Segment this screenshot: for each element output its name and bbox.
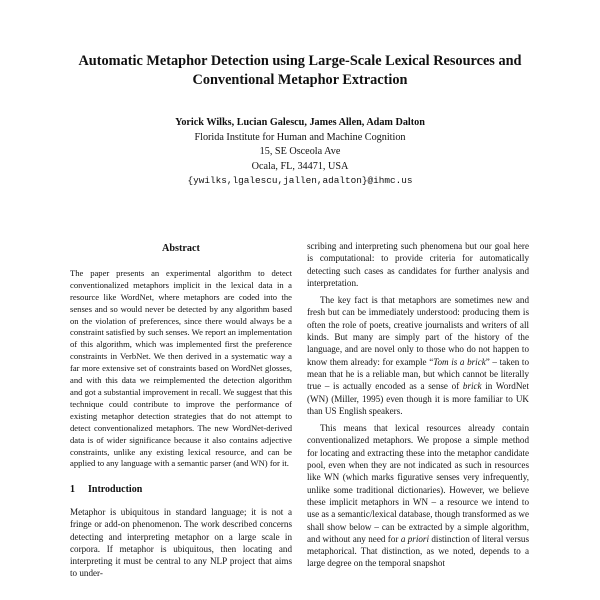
- introduction-paragraph: Metaphor is ubiquitous in standard language; it is not a fringe or add-on phenomenon. The work described concerns detecting and interpreting metaphor on a large scale in corpora. If metaphor is ubiquitous, then locating and interpreting it must be central to any NLP project that aims to under-: [70, 507, 292, 579]
- example-sentence: Tom is a brick: [433, 356, 486, 367]
- text-span: in WordNet (WN) (Miller, 1995) even though it is more familiar to UK than US English speakers.: [307, 381, 529, 416]
- left-column: [70, 243, 292, 579]
- continuation-paragraph: scribing and interpreting such phenomena but our goal here is computational: to provide criteria for automatically detecting such cases as candidates for further analysis and interpretation.: [307, 241, 529, 288]
- text-span: distinction of literal versus metaphorical. That distinction, as we noted, depends to a large degree on the temporal snapshot: [307, 533, 529, 569]
- section-title: Introduction: [88, 484, 143, 496]
- section-number: 1: [70, 484, 75, 496]
- key-fact-paragraph: [307, 294, 529, 417]
- latin-term: a priori: [400, 533, 429, 544]
- example-word: brick: [462, 381, 482, 392]
- right-column: [307, 240, 529, 570]
- abstract-heading: Abstract: [162, 243, 200, 254]
- paper-title: Automatic Metaphor Detection using Large-Scale Lexical Resources and Conventional Metaphor Extraction: [78, 53, 522, 88]
- author-emails: {ywilks,lgalescu,jallen,adalton}@ihmc.us: [187, 175, 413, 186]
- abstract-text: The paper presents an experimental algorithm to detect conventionalized metaphors implicit in the lexical data in a resource like WordNet, where metaphors are coded into the senses and so would never be detected by any algorithm based on the violation of preferences, since there would always be a constraint satisfied by such senses. We report an implementation of this algorithm, which was implemented first the preference constraints in VerbNet. We then derived in a systematic way a far more extensive set of constraints based on WordNet glosses, and with this data we reimplemented the detection algorithm and got a substantial improvement in recall. We suggest that this technique could contribute to improve the performance of existing metaphor detection strategies that do not attempt to detect conventionalized metaphors. The new WordNet-derived data is of wider significance because it also contains adjective constraints, unlike any existing lexical resource, and can be applied to any language with a semantic parser (and WN) for it.: [70, 267, 292, 469]
- lexical-resources-paragraph: [307, 422, 529, 570]
- text-span: The key fact is that metaphors are sometimes new and fresh but can be immediately understood: producing them is often the role of poets, creative journalists and writers of all kinds. But many are simply part of the history of the language, and are novel only to those who do not happen to know them already: for example “: [307, 295, 529, 367]
- author-names: Yorick Wilks, Lucian Galescu, James Allen, Adam Dalton: [175, 117, 425, 128]
- section-heading-introduction: [70, 484, 292, 496]
- address-line-1: 15, SE Osceola Ave: [259, 146, 341, 157]
- address-line-2: Ocala, FL, 34471, USA: [251, 160, 349, 172]
- author-block: [60, 116, 540, 189]
- text-span: This means that lexical resources already contain conventionalized metaphors. We propose a simple method for locating and extracting these into the metaphor candidate pool, even when they are not indicated as such in resources like WN (which marks figurative senses very infrequently, unlike some traditional dictionaries). However, we believe these implicit metaphors in WN – a resource we intend to use as a semantic/lexical database, though transformed as we shall show below – can be extracted by a simple algorithm, and without any need for: [307, 423, 529, 544]
- text-span: ” – taken to mean that he is a reliable man, but which cannot be literally true – is actually encoded as a sense of: [307, 356, 529, 392]
- affiliation: Florida Institute for Human and Machine Cognition: [194, 131, 406, 143]
